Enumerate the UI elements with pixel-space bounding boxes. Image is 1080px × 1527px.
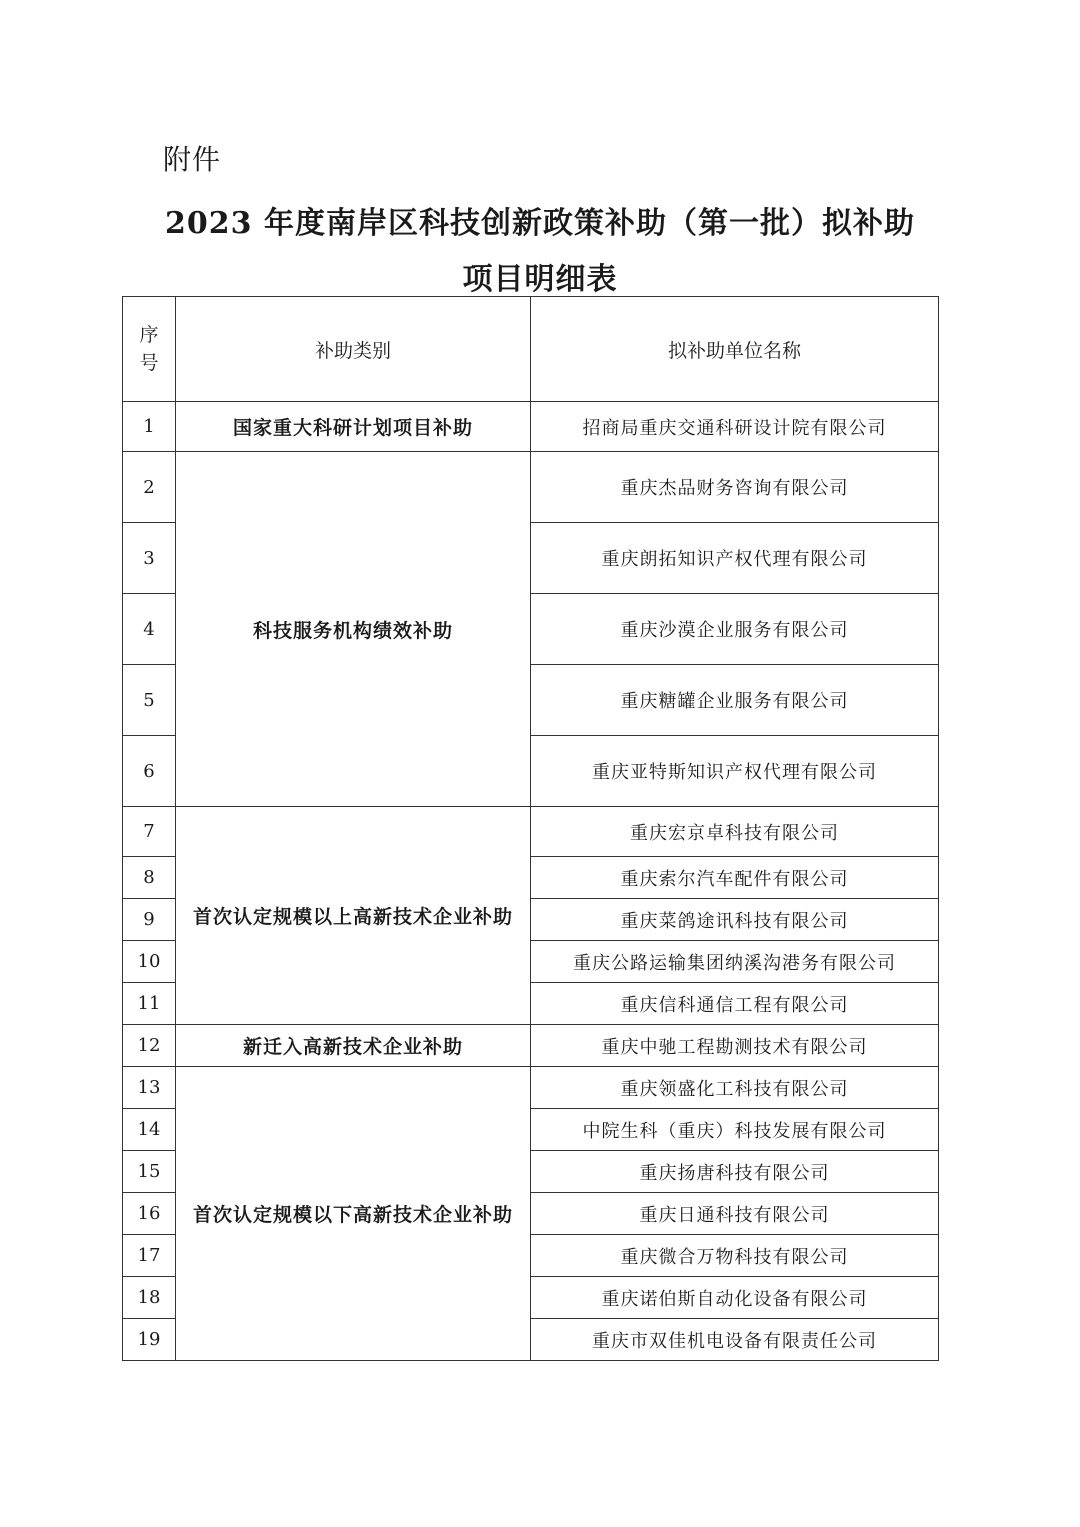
header-seq-line1: 序 <box>139 324 159 346</box>
table-body <box>123 402 939 1361</box>
row-number: 13 <box>123 1067 176 1109</box>
header-company: 拟补助单位名称 <box>531 297 939 402</box>
company-name: 重庆信科通信工程有限公司 <box>531 983 939 1025</box>
company-name: 重庆沙漠企业服务有限公司 <box>531 594 939 665</box>
row-number: 2 <box>123 452 176 523</box>
row-number: 8 <box>123 857 176 899</box>
row-number: 11 <box>123 983 176 1025</box>
subsidy-category: 首次认定规模以上高新技术企业补助 <box>176 807 531 1025</box>
document-title-line1: 2023 年度南岸区科技创新政策补助（第一批）拟补助 <box>165 206 915 241</box>
row-number: 10 <box>123 941 176 983</box>
row-number: 3 <box>123 523 176 594</box>
company-name: 重庆朗拓知识产权代理有限公司 <box>531 523 939 594</box>
header-seq <box>123 297 176 402</box>
company-name: 重庆糖罐企业服务有限公司 <box>531 665 939 736</box>
company-name: 重庆中驰工程勘测技术有限公司 <box>531 1025 939 1067</box>
subsidy-category: 国家重大科研计划项目补助 <box>176 402 531 452</box>
row-number: 12 <box>123 1025 176 1067</box>
row-number: 17 <box>123 1235 176 1277</box>
document-title-line2: 项目明细表 <box>462 262 618 297</box>
row-number: 14 <box>123 1109 176 1151</box>
company-name: 中院生科（重庆）科技发展有限公司 <box>531 1109 939 1151</box>
row-number: 9 <box>123 899 176 941</box>
row-number: 15 <box>123 1151 176 1193</box>
company-name: 重庆市双佳机电设备有限责任公司 <box>531 1319 939 1361</box>
company-name: 重庆领盛化工科技有限公司 <box>531 1067 939 1109</box>
subsidy-table <box>122 296 939 1361</box>
row-number: 5 <box>123 665 176 736</box>
company-name: 招商局重庆交通科研设计院有限公司 <box>531 402 939 452</box>
company-name: 重庆亚特斯知识产权代理有限公司 <box>531 736 939 807</box>
company-name: 重庆菜鸽途讯科技有限公司 <box>531 899 939 941</box>
subsidy-category: 新迁入高新技术企业补助 <box>176 1025 531 1067</box>
table-row <box>123 1067 939 1109</box>
company-name: 重庆索尔汽车配件有限公司 <box>531 857 939 899</box>
company-name: 重庆宏京卓科技有限公司 <box>531 807 939 857</box>
table-row <box>123 807 939 857</box>
attachment-label: 附件 <box>163 143 222 176</box>
company-name: 重庆微合万物科技有限公司 <box>531 1235 939 1277</box>
table-row <box>123 1025 939 1067</box>
header-category: 补助类别 <box>176 297 531 402</box>
row-number: 7 <box>123 807 176 857</box>
row-number: 6 <box>123 736 176 807</box>
table-row <box>123 402 939 452</box>
table-header-row <box>123 297 939 402</box>
subsidy-category: 科技服务机构绩效补助 <box>176 452 531 807</box>
company-name: 重庆日通科技有限公司 <box>531 1193 939 1235</box>
row-number: 18 <box>123 1277 176 1319</box>
company-name: 重庆诺伯斯自动化设备有限公司 <box>531 1277 939 1319</box>
row-number: 19 <box>123 1319 176 1361</box>
row-number: 4 <box>123 594 176 665</box>
header-seq-line2: 号 <box>139 352 159 374</box>
company-name: 重庆扬唐科技有限公司 <box>531 1151 939 1193</box>
company-name: 重庆公路运输集团纳溪沟港务有限公司 <box>531 941 939 983</box>
company-name: 重庆杰品财务咨询有限公司 <box>531 452 939 523</box>
row-number: 1 <box>123 402 176 452</box>
row-number: 16 <box>123 1193 176 1235</box>
subsidy-category: 首次认定规模以下高新技术企业补助 <box>176 1067 531 1361</box>
table-row <box>123 452 939 523</box>
